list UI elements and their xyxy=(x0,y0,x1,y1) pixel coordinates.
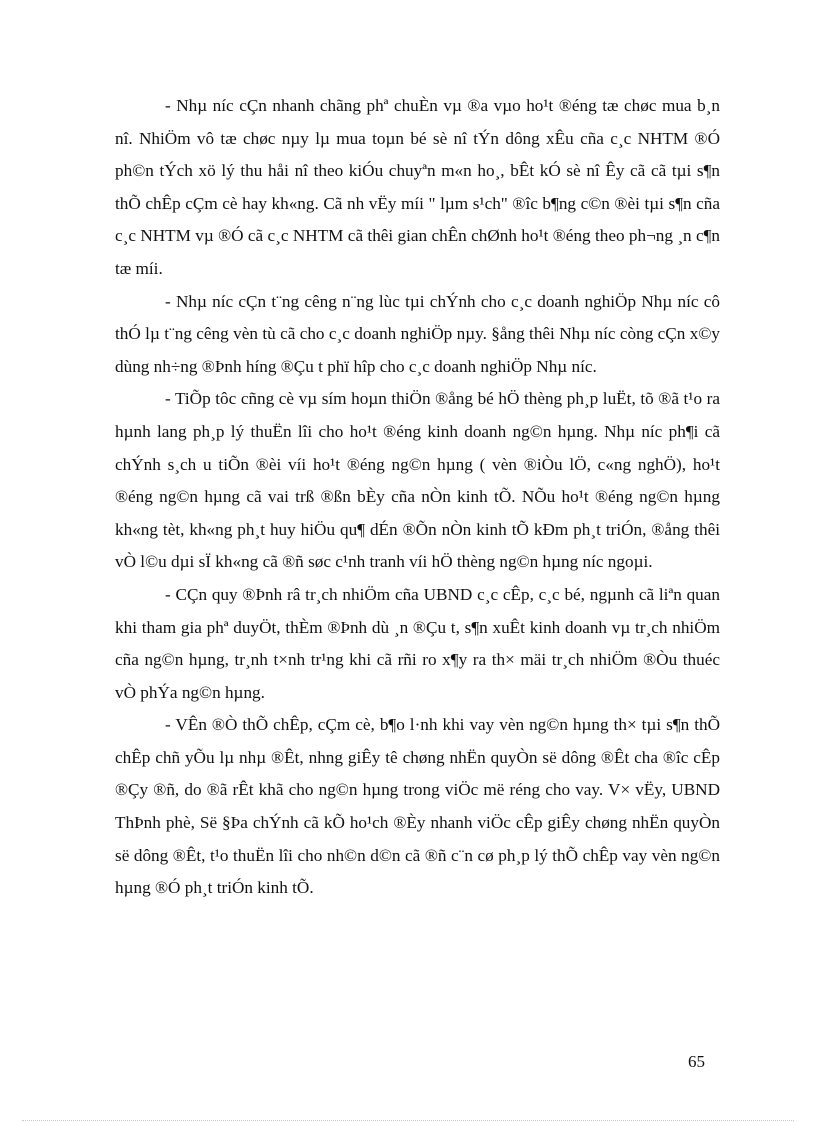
paragraph-5: - VÊn ®Ò thÕ chÊp, cÇm cè, b¶o l·nh khi vay vèn ng©n hµng th× tµi s¶n thÕ chÊp chñ yÕu lµ nhµ ®Êt, nhng giÊy tê chøng nhËn quyÒn së dông ®Êt cha ®îc cÊp ®Çy ®ñ, do ®ã rÊt khã cho ng©n hµng trong viÖc më réng cho vay. V× vËy, UBND ThÞnh phè, Së §Þa chÝnh cã kÕ ho¹ch ®Èy nhanh viÖc cÊp giÊy chøng nhËn quyÒn së dông ®Êt, t¹o thuËn lîi cho nh©n d©n cã ®ñ c¨n cø ph¸p lý thÕ chÊp vay vèn ng©n hµng ®Ó ph¸t triÓn kinh tÕ. xyxy=(115,715,720,898)
paragraph-4: - CÇn quy ®Þnh râ tr¸ch nhiÖm cña UBND c¸c cÊp, c¸c bé, ngµnh cã liªn quan khi tham gia phª duyÖt, thÈm ®Þnh dù ¸n ®Çu t, s¶n xuÊt kinh doanh vµ tr¸ch nhiÖm cña ng©n hµng, tr¸nh t×nh tr¹ng khi cã rñi ro x¶y ra th× mäi tr¸ch nhiÖm ®Òu thuéc vÒ phÝa ng©n hµng. xyxy=(115,584,720,702)
paragraph-3: - TiÕp tôc cñng cè vµ sím hoµn thiÖn ®ång bé hÖ thèng ph¸p luËt, tõ ®ã t¹o ra hµnh lang ph¸p lý thuËn lîi cho ho¹t ®éng kinh doanh ng©n hµng. Nhµ níc ph¶i cã chÝnh s¸ch u tiÕn ®èi víi ho¹t ®éng ng©n hµng ( vèn ®iÒu lÖ, c«ng nghÖ), ho¹t ®éng ng©n hµng cã vai trß ®ßn bÈy cña nÒn kinh tÕ. NÕu ho¹t ®éng ng©n hµng kh«ng tèt, kh«ng ph¸t huy hiÖu qu¶ dÉn ®Õn nÒn kinh tÕ kÐm ph¸t triÓn, ®ång thêi vÒ l©u dµi sÏ kh«ng cã ®ñ søc c¹nh tranh víi hÖ thèng ng©n hµng níc ngoµi. xyxy=(115,389,720,572)
page-number: 65 xyxy=(688,1052,705,1071)
paragraph-2: - Nhµ níc cÇn t¨ng cêng n¨ng lùc tµi chÝnh cho c¸c doanh nghiÖp Nhµ níc cô thÓ lµ t¨ng cêng vèn tù cã cho c¸c doanh nghiÖp nµy. §ång thêi Nhµ níc còng cÇn x©y dùng nh÷ng ®Þnh híng ®Çu t phï hîp cho c¸c doanh nghiÖp Nhµ níc. xyxy=(115,291,720,376)
paragraph-1: - Nhµ níc cÇn nhanh chãng phª chuÈn vµ ®a vµo ho¹t ®éng tæ chøc mua b¸n nî. NhiÖm vô tæ chøc nµy lµ mua toµn bé sè nî tÝn dông xÊu cña c¸c NHTM ®Ó ph©n tÝch xö lý thu håi nî theo kiÓu chuyªn m«n ho¸, bÊt kÓ sè nî Êy cã cã tµi s¶n thÕ chÊp cÇm cè hay kh«ng. Cã nh vËy míi " lµm s¹ch" ®îc b¶ng c©n ®èi tµi s¶n cña c¸c NHTM vµ ®Ó cã c¸c NHTM cã thêi gian chÊn chØnh ho¹t ®éng theo ph¬ng ¸n c¶n tæ míi. xyxy=(115,96,720,278)
footer-divider xyxy=(22,1120,794,1121)
body-text xyxy=(115,90,720,905)
